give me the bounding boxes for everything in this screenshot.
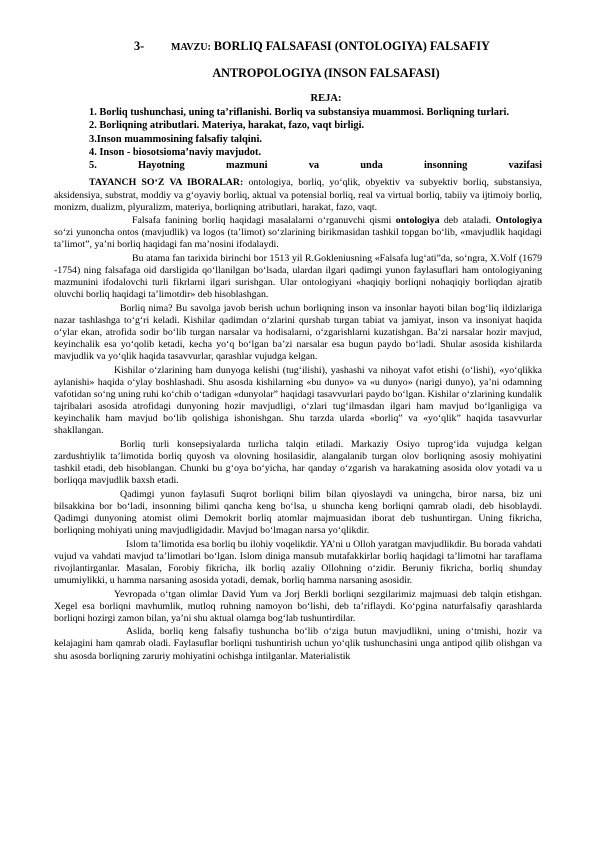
- keywords-label: TAYANCH SO‘Z VA IBORALAR:: [89, 177, 244, 189]
- topic-label: MAVZU:: [171, 42, 211, 53]
- paragraph-1-term-2: Ontologiya: [495, 215, 543, 227]
- topic-title-line1: [134, 38, 542, 56]
- paragraph-6: Qadimgi yunon faylasufi Suqrot borliqni bilim bilan qiyoslaydi va uningcha, biror narsa, biz uni bilsakkina bor bo‘ladi, insonning bilimi qancha keng bo‘lsa, u shuncha keng borliqni qamrab oladi, deb hisoblaydi. Qadimgi dunyoning atomist olimi Demokrit borliq atomlar majmuasidan iborat deb tushuntirgan. Uning fikricha, borliqning mohiyati uning mavjudligidadir. Mavjud bo‘lmagan narsa yo‘qlikdir.: [54, 488, 542, 537]
- paragraph-8: Yevropada o‘tgan olimlar David Yum va Jorj Berkli borliqni sezgilarimiz majmuasi deb talqin etishgan. Xegel esa borliqni mavhumlik, mutloq ruhning namoyon bo‘lishi, deb ta’riflaydi. Ko‘pgina naturfalsafiy qarashlarda borliqni hozirgi zamon bilan, ya’ni shu aktual olamga bog‘lab tushuntirdilar.: [54, 588, 542, 624]
- paragraph-1-term: ontologiya: [395, 215, 440, 227]
- paragraph-1-part-c: deb ataladi.: [439, 215, 496, 227]
- plan-item-1: 1. Borliq tushunchasi, uning ta’riflanishi. Borliq va substansiya muammosi. Borliqning turlari.: [89, 107, 510, 118]
- paragraph-1-part-e: so‘zi yunoncha ontos (mavjudlik) va logos (ta’limot) so‘zlarining birikmasidan tashkil topgan bo‘lib, «mavjudlik haqidagi ta’limot”, ya’ni borliq haqidagi fan ma’nosini ifodalaydi.: [54, 227, 542, 251]
- plan-heading: REJA:: [310, 93, 342, 104]
- keywords-text: ontologiya, borliq, yo‘qlik, obyektiv va subyektiv borliq, substansiya, aksidensiya, substrat, moddiy va g‘oyaviy borliq, aktual va potensial borliq, real va virtual borliq, tabiiy va ijtimoiy borliq, monizm, dualizm, plyuralizm, materiya, borliqning atributlari, harakat, fazo, vaqt.: [54, 177, 542, 213]
- paragraph-1: [54, 215, 542, 251]
- topic-number: 3-: [134, 39, 145, 53]
- document-body: [54, 177, 542, 662]
- plan-item-4: 4. Inson - biosotsioma’naviy mavjudot.: [89, 146, 262, 158]
- paragraph-9: Aslida, borliq keng falsafiy tushuncha bo‘lib o‘ziga butun mavjudlikni, uning o‘tmishi, hozir va kelajagini ham qamrab oladi. Faylasuflar borliqni tushuntirish uchun yo‘qlik tushunchasini unga antipod qilib olishgan va shu asosda borliqning zaruriy mohiyatini ochishga intilganlar. Materialistik: [54, 626, 542, 662]
- paragraph-2: Bu atama fan tarixida birinchi bor 1513 yil R.Gokleniusning «Falsafa lug‘ati”da, so‘ngra, X.Volf (1679 -1754) ning falsafaga oid darsligida qo‘llanilgan bo‘lsada, ulardan ilgari qadimgi yunon faylasuflari ham ontologiyaning mazmunini ifodalovchi turli fikrlarni ilgari surishgan. Ular ontologiyani «haqiqiy borliqni nohaqiqiy borliqdan ajratib oluvchi borliq haqidagi ta’limotdir» deb hisoblashgan.: [54, 253, 542, 301]
- topic-title-text: BORLIQ FALSAFASI (ONTOLOGIYA) FALSAFIY: [213, 39, 490, 53]
- paragraph-5: Borliq turli konsepsiyalarda turlicha talqin etiladi. Markaziy Osiyo tuprog‘ida vujudga kelgan zardushtiylik ta’limotida borliq quyosh va olovning hosilasidir, alangalanib turgan olov borliqning asosiy mohiyatini tashkil etadi, deb hisoblangan. Chunki bu g‘oya bo‘yicha, har qanday o‘zgarish va harakatning asosida olov yotadi va u borliqqa mavjudlik baxsh etadi.: [54, 438, 542, 487]
- plan-item-2: 2. Borliqning atributlari. Materiya, harakat, fazo, vaqt birligi.: [89, 120, 365, 132]
- plan-item-5: 5. Hayotning mazmuni va unda insonning vazifasi: [89, 160, 542, 172]
- keywords-paragraph: [54, 177, 542, 213]
- paragraph-1-part-a: Falsafa fanining borliq haqidagi masalalarni o‘rganuvchi qismi: [132, 215, 396, 227]
- paragraph-4: Kishilar o‘zlarining ham dunyoga kelishi (tug‘ilishi), yashashi va nihoyat vafot etishi (o‘lishi), «yo‘qlikka aylanishi» haqida o‘ylay boshlashadi. Shu asosda kishilarning «bu dunyo» va «u dunyo» (narigi dunyo), ya’ni odamning vafotidan so‘ng uning ruhi ko‘chib o‘tadigan «dunyolar” haqidagi tasavvurlari paydo bo‘lgan. Kishilar o‘zlarining kundalik tajribalari asosida atrofidagi dunyoning hozir mavjudligi, o‘zlari tug‘ilmasdan ilgari ham mavjud bo‘lganligiga va keyinchalik ham mavjud bo‘lib qolishiga ishonishgan. Shu tarzda ularda «borliq” va «yo‘qlik” haqida tasavvurlar shakllangan.: [54, 364, 542, 437]
- paragraph-7: Islom ta’limotida esa borliq bu ilohiy voqelikdir. YA’ni u Olloh yaratgan mavjudlikdir. Bu borada vahdati vujud va vahdati mavjud ta’limotlari bo‘lgan. Islom diniga mansub mutafakkirlar borliq haqidagi ta’limotni har taraflama rivojlantirganlar. Masalan, Forobiy fikricha, ilk borliq azaliy Ollohning o‘zidir. Beruniy fikricha, borliq shunday umumiylikki, u hamma narsaning asosida yotadi, demak, borliq hamma narsaning asosidir.: [54, 538, 542, 586]
- plan-item-3: 3.Inson muammosining falsafiy talqini.: [89, 133, 262, 145]
- topic-title-line2: ANTROPOLOGIYA (INSON FALSAFASI): [212, 66, 440, 80]
- paragraph-3: Borliq nima? Bu savolga javob berish uchun borliqning inson va insonlar hayoti bilan bog‘liq ildizlariga nazar tashlashga to‘g‘ri keladi. Kishilar qadimdan o‘zlarini qurshab turgan tabiat va jamiyat, inson va insoniyat haqida o‘ylar ekan, atrofida sodir bo‘lib turgan narsalar va hodisalarni, o‘zgarishlarni kuzatishgan. Ba’zi narsalar hozir mavjud, keyinchalik esa yo‘qolib ketadi, kecha yo‘q bo‘lgan ba’zi narsalar esa bugun paydo bo‘ladi. Shular asosida kishilarda mavjudlik va yo‘qlik haqida tasavvurlar, qarashlar vujudga kelgan.: [54, 302, 542, 363]
- plan-list: [54, 106, 542, 172]
